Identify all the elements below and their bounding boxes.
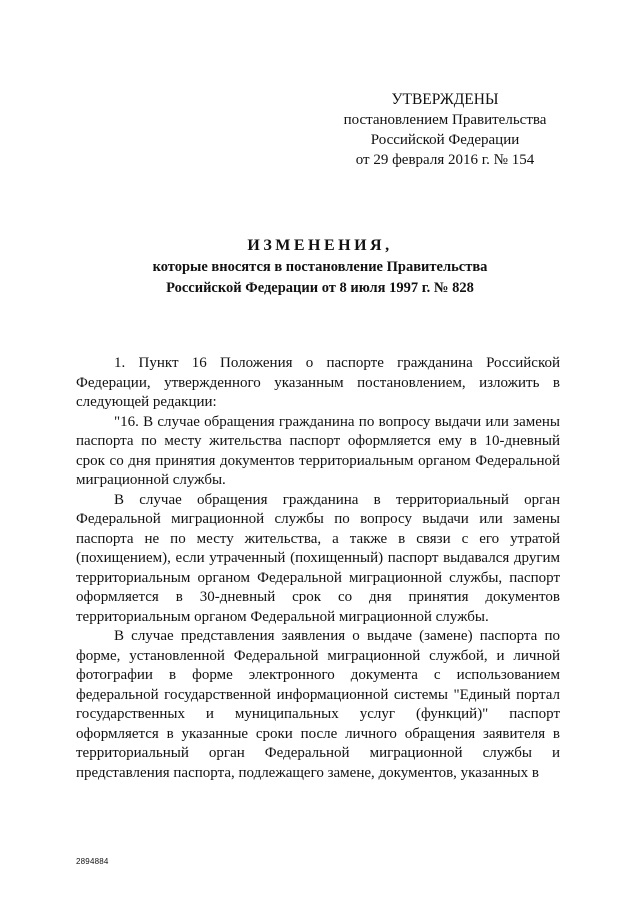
body-paragraph: В случае представления заявления о выдаче (замене) паспорта по форме, установленной Федеральной миграционной службой, и личной фотографии в форме электронного документа с использованием федеральной государственной информационной системы "Единый портал государственных и муниципальных услуг (функций)" паспорт оформляется в указанные сроки после личного обращения заявителя в территориальный орган Федеральной миграционной службы и представления паспорта, подлежащего замене, документов, указанных в <box>76 628 560 781</box>
document-body <box>76 354 560 783</box>
heading-subtitle-line-1: которые вносятся в постановление Правительства <box>152 259 488 275</box>
heading-subtitle-line-2: Российской Федерации от 8 июля 1997 г. № 828 <box>166 280 474 296</box>
body-paragraph: 1. Пункт 16 Положения о паспорте гражданина Российской Федерации, утвержденного указанным постановлением, изложить в следующей редакции: <box>76 355 560 410</box>
approval-line-3: от 29 февраля 2016 г. № 154 <box>355 152 535 168</box>
document-code: 2894884 <box>76 857 109 866</box>
approval-stamp-block <box>330 90 560 170</box>
body-paragraph: "16. В случае обращения гражданина по вопросу выдачи или замены паспорта по месту жительства паспорт оформляется ему в 10-дневный срок со дня принятия документов территориальным органом Федеральной миграционной службы. <box>76 413 560 488</box>
body-paragraph: В случае обращения гражданина в территориальный орган Федеральной миграционной службы по вопросу выдачи или замены паспорта не по месту жительства, а также в связи с его утратой (похищением), если утраченный (похищенный) паспорт выдавался другим территориальным органом Федеральной миграционной службы, паспорт оформляется в 30-дневный срок со дня принятия документов территориальным органом Федеральной миграционной службы. <box>76 491 560 625</box>
approval-title: УТВЕРЖДЕНЫ <box>391 91 499 108</box>
heading-title: ИЗМЕНЕНИЯ, <box>247 237 393 254</box>
approval-line-2: Российской Федерации <box>370 132 520 148</box>
document-heading <box>70 235 570 299</box>
approval-line-1: постановлением Правительства <box>343 112 547 128</box>
